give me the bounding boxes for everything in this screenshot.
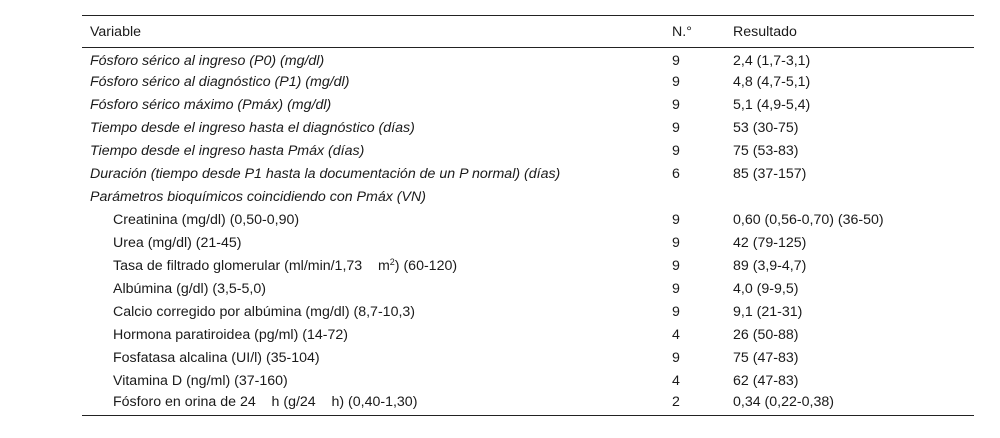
table-row — [82, 71, 974, 94]
cell-variable: Albúmina (g/dl) (3,5-5,0) — [113, 281, 266, 297]
table-row — [82, 117, 974, 140]
table-row — [82, 370, 974, 393]
cell-result — [725, 186, 974, 209]
table-header — [82, 16, 974, 48]
cell-variable: Vitamina D (ng/ml) (37-160) — [113, 373, 288, 389]
cell-result: 85 (37-157) — [733, 166, 807, 182]
table-row — [82, 347, 974, 370]
cell-n: 9 — [672, 212, 680, 228]
cell-variable-superscript: 2 — [389, 257, 395, 267]
cell-result: 75 (53-83) — [733, 143, 799, 159]
table-body — [82, 48, 974, 416]
cell-result: 53 (30-75) — [733, 120, 799, 136]
cell-n: 9 — [672, 281, 680, 297]
cell-variable: Urea (mg/dl) (21-45) — [113, 235, 242, 251]
cell-n: 9 — [672, 258, 680, 274]
table-row — [82, 255, 974, 278]
cell-result: 9,1 (21-31) — [733, 304, 803, 320]
cell-variable: Hormona paratiroidea (pg/ml) (14-72) — [113, 327, 348, 343]
table-row — [82, 301, 974, 324]
cell-result: 5,1 (4,9-5,4) — [733, 97, 811, 113]
cell-n: 9 — [672, 235, 680, 251]
cell-result: 62 (47-83) — [733, 373, 799, 389]
cell-n: 4 — [672, 327, 680, 343]
header-result: Resultado — [733, 23, 797, 40]
cell-result: 26 (50-88) — [733, 327, 799, 343]
cell-variable: Fósforo sérico máximo (Pmáx) (mg/dl) — [90, 97, 332, 113]
cell-result: 4,8 (4,7-5,1) — [733, 74, 811, 90]
results-table-container — [82, 15, 974, 416]
cell-n: 4 — [672, 373, 680, 389]
results-table — [82, 15, 974, 416]
cell-result: 42 (79-125) — [733, 235, 807, 251]
cell-variable: Creatinina (mg/dl) (0,50-0,90) — [113, 212, 300, 228]
cell-variable: Fósforo en orina de 24 h (g/24 h) (0,40-1,30) — [113, 393, 418, 410]
table-row — [82, 324, 974, 347]
cell-n: 9 — [672, 120, 680, 136]
cell-n: 9 — [672, 97, 680, 113]
cell-n: 9 — [672, 143, 680, 159]
table-row — [82, 94, 974, 117]
cell-variable: Fosfatasa alcalina (UI/l) (35-104) — [113, 350, 320, 366]
cell-variable: Fósforo sérico al ingreso (P0) (mg/dl) — [90, 53, 325, 70]
cell-result: 75 (47-83) — [733, 350, 799, 366]
cell-variable: Duración (tiempo desde P1 hasta la documentación de un P normal) (días) — [90, 166, 561, 182]
table-row — [82, 163, 974, 186]
cell-result: 0,34 (0,22-0,38) — [733, 393, 834, 410]
header-variable: Variable — [90, 23, 141, 40]
cell-n: 9 — [672, 304, 680, 320]
table-row — [82, 278, 974, 301]
cell-result: 89 (3,9-4,7) — [733, 258, 807, 274]
cell-variable: Fósforo sérico al diagnóstico (P1) (mg/dl) — [90, 74, 350, 90]
cell-result: 4,0 (9-9,5) — [733, 281, 799, 297]
cell-n — [664, 186, 725, 209]
header-row — [82, 16, 974, 48]
cell-n: 2 — [672, 393, 680, 410]
table-row — [82, 48, 974, 71]
cell-variable — [82, 255, 664, 278]
cell-variable-text-end: ) (60-120) — [394, 258, 458, 274]
table-row-section — [82, 186, 974, 209]
table-row — [82, 140, 974, 163]
cell-n: 9 — [672, 350, 680, 366]
cell-n: 6 — [672, 166, 680, 182]
cell-variable: Calcio corregido por albúmina (mg/dl) (8,7-10,3) — [113, 304, 416, 320]
cell-variable: Tiempo desde el ingreso hasta el diagnóstico (días) — [90, 120, 415, 136]
cell-n: 9 — [672, 74, 680, 90]
cell-variable-text: Tasa de filtrado glomerular (ml/min/1,73 m — [113, 258, 390, 274]
cell-section-heading: Parámetros bioquímicos coincidiendo con Pmáx (VN) — [90, 189, 426, 205]
table-row — [82, 209, 974, 232]
table-row — [82, 232, 974, 255]
cell-n: 9 — [672, 53, 680, 70]
header-n: N.° — [672, 23, 692, 40]
cell-result: 2,4 (1,7-3,1) — [733, 53, 811, 70]
cell-result: 0,60 (0,56-0,70) (36-50) — [733, 212, 884, 228]
cell-variable: Tiempo desde el ingreso hasta Pmáx (días) — [90, 143, 365, 159]
table-row — [82, 393, 974, 416]
